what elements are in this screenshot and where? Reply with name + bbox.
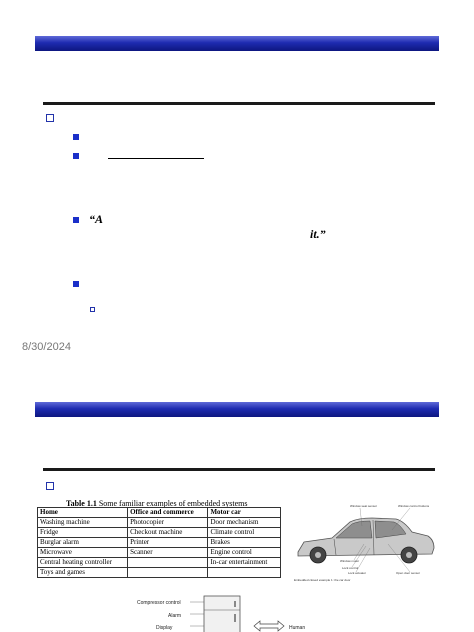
table-cell: In-car entertainment [208,558,281,568]
car-label-lock-actuator: Lock actuator [348,571,367,575]
fridge-illustration [190,592,250,632]
fridge-label-display: Display [156,625,173,631]
table-cell: Engine control [208,548,281,558]
slide2-title-bar [35,402,439,417]
table-cell: Central heating controller [38,558,128,568]
table-cell: Brakes [208,538,281,548]
slide2-title-rule [43,468,435,471]
slide1-bullet-3 [73,217,79,223]
table-row [38,528,281,538]
table-header-row [38,508,281,518]
slide2-bullet-level1 [46,482,54,490]
car-label-window-control-buttons: Window control buttons [398,504,430,508]
table-row [38,538,281,548]
slide1-quote-close: it.” [310,227,326,241]
table-cell: Burglar alarm [38,538,128,548]
fridge-label-human: Human [289,625,306,631]
table-caption-text: Some familiar examples of embedded systems [98,499,248,508]
car-label-lock-control: Lock control [342,566,359,570]
car-label-window-motor: Window motor [340,559,360,563]
slide1-title-bar [35,36,439,51]
table-row [38,548,281,558]
embedded-systems-table [37,507,281,578]
slide1-bullet-level1 [46,114,54,122]
slide1-title-rule [43,102,435,105]
table-cell: Door mechanism [208,518,281,528]
table-cell: Climate control [208,528,281,538]
car-label-open-door-sensor: Open door sensor [396,571,421,575]
table-header-cell: Office and commerce [128,508,208,518]
table-cell: Fridge [38,528,128,538]
table-cell: Washing machine [38,518,128,528]
table-cell [128,558,208,568]
table-caption-label: Table 1.1 [66,499,97,508]
slide1-quote-open: “A [89,212,104,226]
car-label-window-seat-sensor: Window seat sensor [350,504,378,508]
slide1-bullet-4 [73,281,79,287]
table-cell: Checkout machine [128,528,208,538]
car-door-illustration [292,500,438,586]
table-cell: Scanner [128,548,208,558]
table-cell: Photocopier [128,518,208,528]
fridge-label-alarm: Alarm [168,613,182,619]
table-row [38,518,281,528]
table-header-cell: Motor car [208,508,281,518]
slide-date: 8/30/2024 [22,341,71,353]
table-row [38,558,281,568]
fridge-label-compressor-control: Compressor control [137,600,181,606]
slide1-underlined-term [108,158,204,159]
table-row [38,568,281,578]
car-figure-caption: Embedded closed example 1: the car door [294,578,351,582]
table-cell: Toys and games [38,568,128,578]
human-interface-arrow [252,620,286,632]
table-cell: Printer [128,538,208,548]
table-cell [208,568,281,578]
slide1-sub-bullet [90,307,95,312]
slide1-bullet-2 [73,153,79,159]
table-cell: Microwave [38,548,128,558]
slide1-bullet-1 [73,134,79,140]
table-cell [128,568,208,578]
table-header-cell: Home [38,508,128,518]
